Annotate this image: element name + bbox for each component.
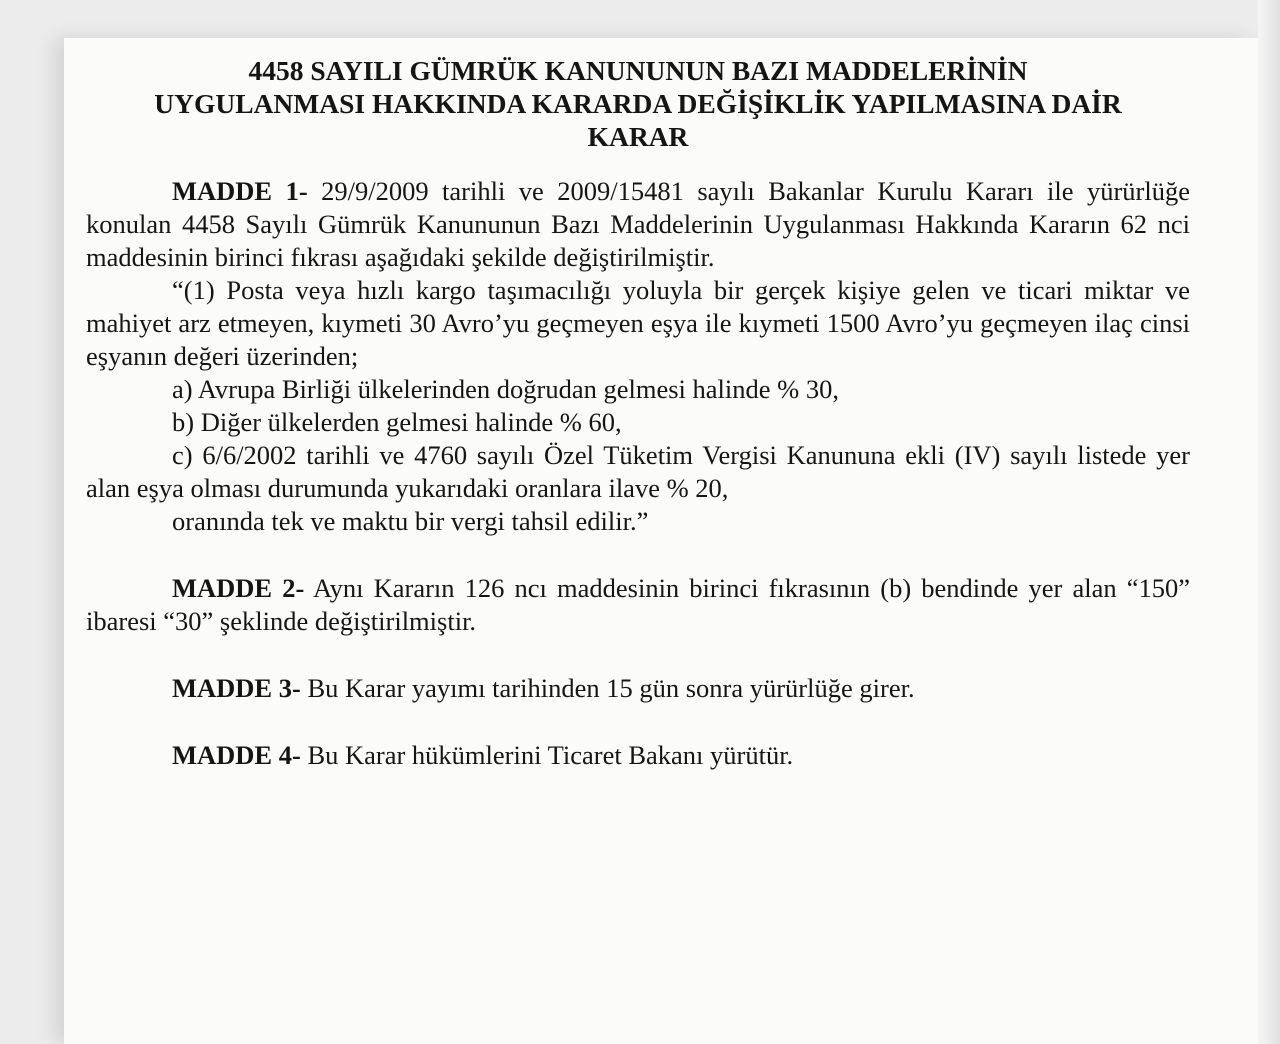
madde-3-paragraph bbox=[86, 672, 1190, 705]
title-line-2: UYGULANMASI HAKKINDA KARARDA DEĞİŞİKLİK YAPILMASINA DAİR bbox=[154, 88, 1122, 119]
spacer bbox=[86, 705, 1190, 739]
madde-4-label: MADDE 4- bbox=[172, 740, 301, 770]
madde-3-label: MADDE 3- bbox=[172, 673, 301, 703]
madde-2-label: MADDE 2- bbox=[172, 573, 305, 603]
madde-2-text: Aynı Kararın 126 ncı maddesinin birinci fıkrasının (b) bendinde yer alan “150” ibaresi “30” şeklinde değiştirilmiştir. bbox=[86, 573, 1190, 636]
page-edge-shadow bbox=[1258, 0, 1280, 1044]
madde-1-closing: oranında tek ve maktu bir vergi tahsil edilir.” bbox=[172, 506, 649, 536]
madde-1-item-a: a) Avrupa Birliği ülkelerinden doğrudan gelmesi halinde % 30, bbox=[172, 374, 839, 404]
madde-4-text: Bu Karar hükümlerini Ticaret Bakanı yürütür. bbox=[300, 740, 794, 770]
madde-2-paragraph bbox=[86, 572, 1190, 638]
title-line-3: KARAR bbox=[587, 121, 689, 152]
document-title bbox=[86, 54, 1190, 153]
madde-1-text: 29/9/2009 tarihli ve 2009/15481 sayılı Bakanlar Kurulu Kararı ile yürürlüğe konulan 4458 Sayılı Gümrük Kanununun Bazı Maddelerinin Uygulanması Hakkında Kararın 62 nci maddesinin birinci fıkrası aşağıdaki şekilde değiştirilmiştir. bbox=[86, 176, 1190, 272]
madde-1-item-b: b) Diğer ülkelerden gelmesi halinde % 60, bbox=[172, 407, 622, 437]
madde-1-quote-intro: “(1) Posta veya hızlı kargo taşımacılığı yoluyla bir gerçek kişiye gelen ve ticari miktar ve mahiyet arz etmeyen, kıymeti 30 Avro’yu geçmeyen eşya ile kıymeti 1500 Avro’yu geçmeyen ilaç cinsi eşyanın değeri üzerinden; bbox=[86, 275, 1190, 371]
spacer bbox=[86, 538, 1190, 572]
madde-1-item-c: c) 6/6/2002 tarihli ve 4760 sayılı Özel Tüketim Vergisi Kanununa ekli (IV) sayılı listede yer alan eşya olması durumunda yukarıdaki oranlara ilave % 20, bbox=[86, 440, 1190, 503]
madde-1-label: MADDE 1- bbox=[172, 176, 308, 206]
madde-1-paragraph bbox=[86, 175, 1190, 274]
title-line-1: 4458 SAYILI GÜMRÜK KANUNUNUN BAZI MADDELERİNİN bbox=[248, 55, 1028, 86]
madde-4-paragraph bbox=[86, 739, 1190, 772]
madde-3-text: Bu Karar yayımı tarihinden 15 gün sonra yürürlüğe girer. bbox=[300, 673, 915, 703]
document-body bbox=[86, 54, 1190, 772]
spacer bbox=[86, 638, 1190, 672]
